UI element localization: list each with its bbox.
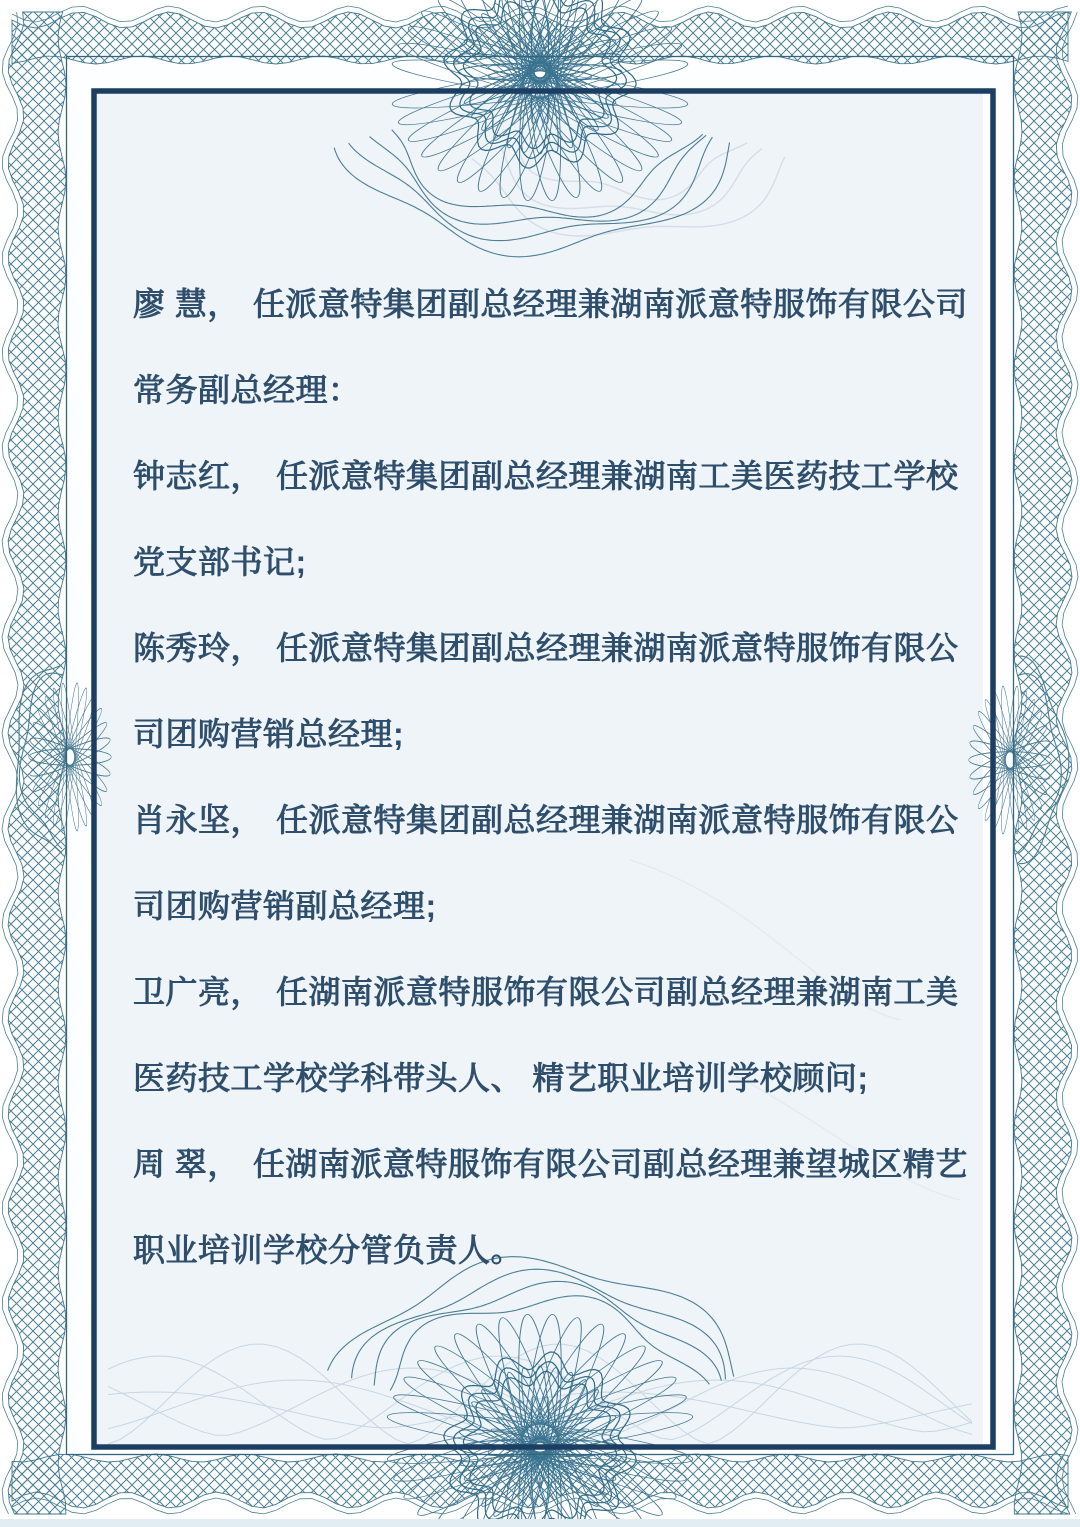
entry-text: 任派意特集团副总经理兼湖南派意特服饰有限公司	[252, 286, 968, 322]
text-line	[133, 259, 968, 345]
entry-text: 医药技工学校学科带头人、 精艺职业培训学校顾问;	[133, 1060, 869, 1096]
text-line	[133, 861, 962, 947]
text-line	[133, 517, 962, 603]
entry-text: 司团购营销副总经理;	[133, 888, 437, 924]
entry-name: 周 翠，	[133, 1146, 240, 1182]
entry-text: 任湖南派意特服饰有限公司副总经理兼望城区精艺	[252, 1146, 968, 1182]
text-line	[133, 603, 962, 689]
text-line	[133, 1205, 962, 1291]
entry-text: 常务副总经理：	[133, 372, 361, 408]
entry-text: 职业培训学校分管负责人。	[133, 1232, 524, 1268]
text-line	[133, 1119, 968, 1205]
entry-name: 卫广亮，	[133, 974, 264, 1010]
text-line	[133, 1033, 962, 1119]
text-line	[133, 689, 962, 775]
text-line	[133, 775, 962, 861]
entry-name: 廖 慧，	[133, 286, 240, 322]
entry-text: 党支部书记;	[133, 544, 307, 580]
entry-name: 钟志红，	[133, 458, 264, 494]
entry-name: 陈秀玲，	[133, 630, 264, 666]
entry-text: 任派意特集团副总经理兼湖南派意特服饰有限公	[276, 802, 959, 838]
text-line	[133, 947, 962, 1033]
document-body	[133, 259, 968, 1291]
text-line	[133, 431, 962, 517]
entry-text: 任派意特集团副总经理兼湖南派意特服饰有限公	[276, 630, 959, 666]
text-line	[133, 345, 962, 431]
entry-text: 任派意特集团副总经理兼湖南工美医药技工学校	[276, 458, 959, 494]
entry-text: 司团购营销总经理;	[133, 716, 405, 752]
entry-name: 肖永坚，	[133, 802, 264, 838]
entry-text: 任湖南派意特服饰有限公司副总经理兼湖南工美	[276, 974, 959, 1010]
